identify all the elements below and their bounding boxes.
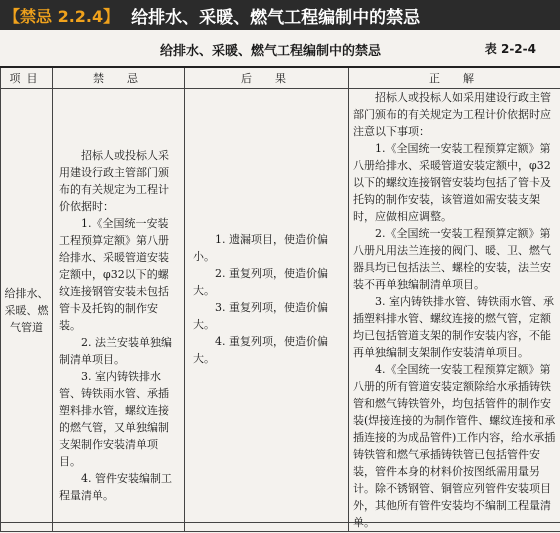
taboo-cell: [53, 89, 185, 532]
table-row: [1, 89, 560, 532]
taboo-paragraph: 4. 管件安装编制工程量清单。: [59, 470, 178, 504]
section-banner: [0, 0, 560, 30]
table-continuation-edge: [0, 522, 560, 533]
taboo-paragraph: 3. 室内铸铁排水管、铸铁雨水管、承插塑料排水管，螺纹连接的燃气管，又单独编制支架制作安装清单项目。: [59, 368, 178, 470]
consequence-paragraph: 3. 重复列项，使造价偏大。: [193, 299, 344, 333]
taboo-paragraph: 招标人或投标人采用建设行政主管部门颁布的有关规定为工程计价依据时：: [59, 147, 178, 215]
section-title: 给排水、采暖、燃气工程编制中的禁忌: [131, 3, 420, 28]
correct-cell: [349, 89, 560, 532]
consequence-paragraph: 1. 遗漏项目，使造价偏小。: [193, 231, 344, 265]
header-item: 项目: [1, 67, 53, 89]
table-title: 给排水、采暖、燃气工程编制中的禁忌: [160, 40, 381, 59]
correct-paragraph: 招标人或投标人如采用建设行政主管部门颁布的有关规定为工程计价依据时应注意以下事项：: [353, 89, 556, 140]
consequence-paragraph: 4. 重复列项，使造价偏大。: [193, 333, 344, 367]
taboo-table: [0, 66, 560, 532]
correct-paragraph: 4.《全国统一安装工程预算定额》第八册的所有管道安装定额除给水承插铸铁管和燃气铸铁管外，均包括管件的制作安装(焊接连接的为制作管件、螺纹连接和承插连接的为成品管件)工作内容，给水承插铸铁管和燃气承插铸铁管已包括管件安装，管件本身的材料价按图纸需用量另计。除不锈钢管、铜管应列管件安装项目外，其他所有管件安装均不编制工程量清单。: [353, 361, 556, 531]
header-consequence: 后 果: [185, 67, 349, 89]
taboo-paragraph: 1.《全国统一安装工程预算定额》第八册给排水、采暖管道安装定额中，φ32以下的螺纹连接钢管安装未包括管卡及托钩的制作安装。: [59, 215, 178, 334]
header-taboo: 禁 忌: [53, 67, 185, 89]
section-tag: 【禁忌 2.2.4】: [0, 4, 119, 27]
correct-paragraph: 1.《全国统一安装工程预算定额》第八册给排水、采暖管道安装定额中，φ32以下的螺纹连接钢管安装均包括了管卡及托钩的制作安装，该管道如需安装支架时，应做相应调整。: [353, 140, 556, 225]
correct-paragraph: 2.《全国统一安装工程预算定额》第八册凡用法兰连接的阀门、暖、卫、燃气器具均已包括法兰、螺栓的安装，法兰安装不再单独编制清单项目。: [353, 225, 556, 293]
taboo-paragraph: 2. 法兰安装单独编制清单项目。: [59, 334, 178, 368]
header-correct: 正 解: [349, 67, 560, 89]
item-label: 给排水、采暖、燃气管道: [5, 285, 49, 336]
item-cell: [1, 89, 53, 532]
consequence-paragraph: 2. 重复列项，使造价偏大。: [193, 265, 344, 299]
consequence-cell: [185, 89, 349, 532]
correct-paragraph: 3. 室内铸铁排水管、铸铁雨水管、承插塑料排水管、螺纹连接的燃气管，定额均已包括管道支架的制作安装内容，不能再单独编制支架制作安装清单项目。: [353, 293, 556, 361]
table-header-row: [1, 67, 560, 89]
table-number: 表 2-2-4: [485, 40, 536, 57]
table-caption: [0, 40, 560, 60]
